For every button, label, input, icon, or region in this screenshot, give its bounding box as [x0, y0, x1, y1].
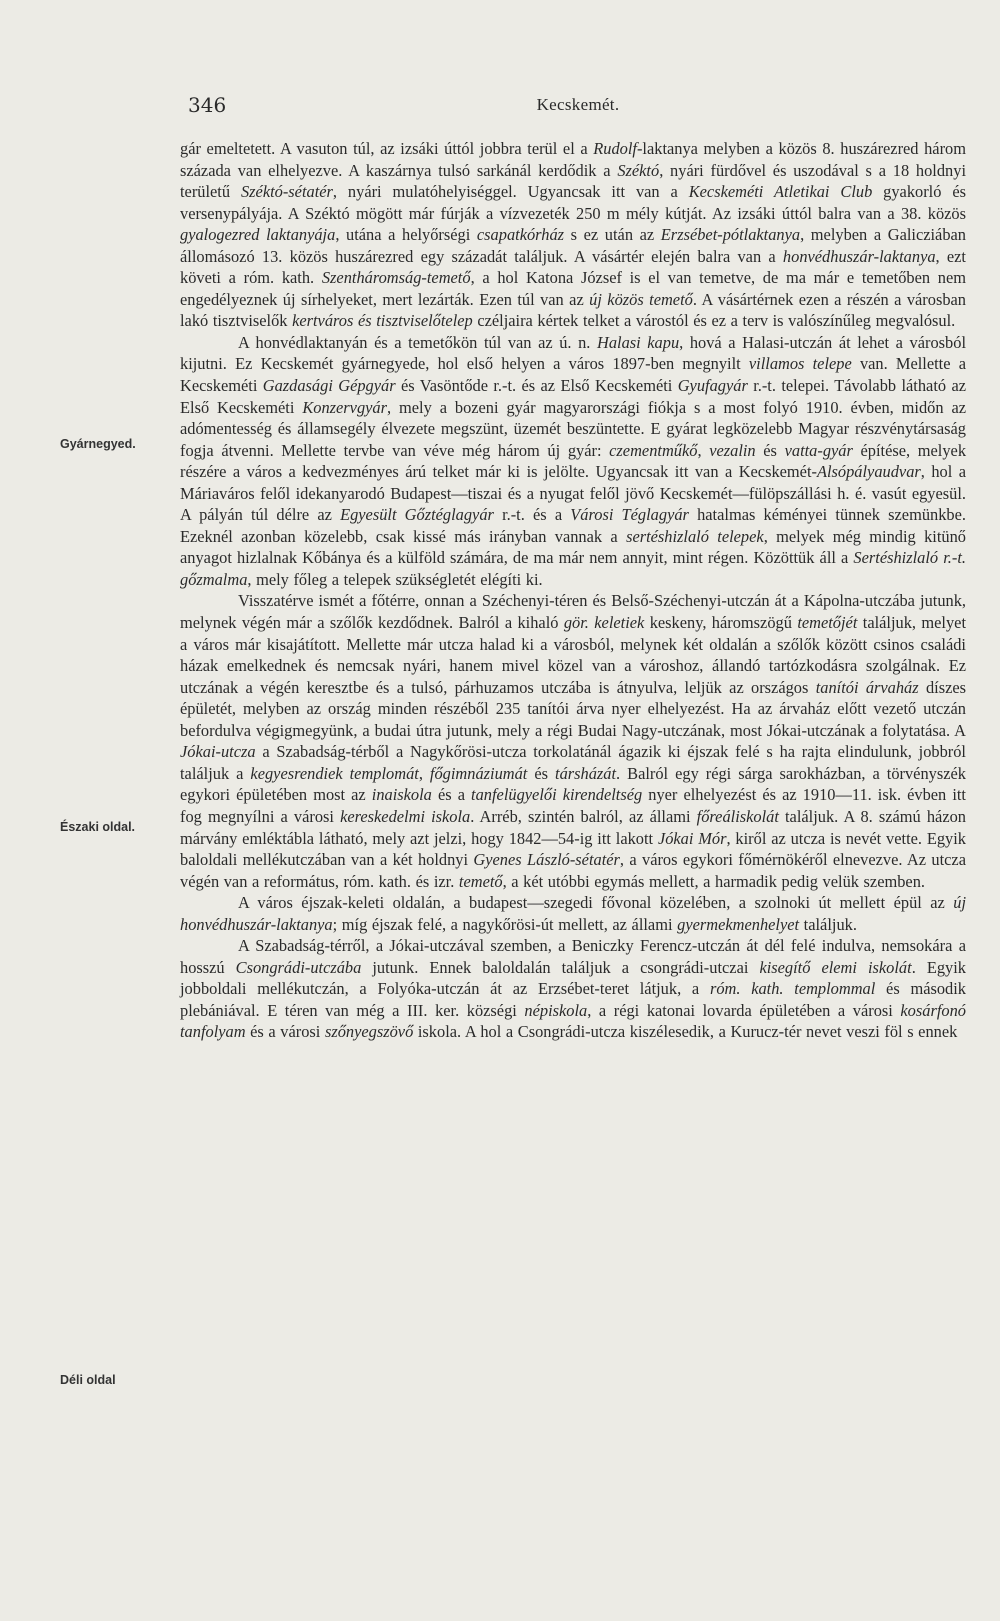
text-run: . Arréb, szintén balról, az állami: [470, 806, 697, 826]
text-run: , melyek még mindig kitünő anyagot hizlalnak Kőbánya és a külföld számára, de ma már nem annyit, mint régen. Közöttük áll a: [180, 526, 966, 568]
italic-term: Jókai-utcza: [180, 742, 256, 762]
italic-term: czementműkő: [609, 440, 698, 460]
text-run: nyer elhelyezést és az 1910—11. isk. évben itt fog megnyílni a városi: [180, 785, 966, 826]
text-run: , ezt követi a róm. kath.: [180, 246, 966, 288]
italic-term: Gazdasági Gépgyár: [262, 376, 396, 396]
italic-term: Egyesült Gőztéglagyár: [340, 505, 494, 525]
text-run: A Szabadság-térről, a Jókai-utczával szemben, a Beniczky Ferencz-utczán át dél felé indulva, nemsokára a hosszú: [180, 936, 966, 977]
italic-term: Városi Téglagyár: [570, 505, 689, 525]
text-run: czéljaira kértek telket a várostól és ez a terv is valószínűleg megvalósul.: [472, 311, 956, 331]
text-run: , a hol Katona József is el van temetve, de ma már e temetőben nem engedélyeznek új sírhelyeket, mert lezárták. Ezen túl van az: [180, 268, 967, 309]
text-run: , mely főleg a telepek szükségletét elégíti ki.: [247, 569, 543, 589]
italic-term: temető: [458, 871, 503, 891]
margin-note-eszaki-oldal: Északi oldal.: [60, 820, 136, 834]
italic-term: kereskedelmi iskola: [340, 806, 471, 826]
italic-term: Szentháromság-temető: [321, 268, 471, 288]
italic-term: Széktó: [617, 160, 660, 180]
text-run: Visszatérve ismét a főtérre, onnan a Széchenyi-téren és Belső-Széchenyi-utczán át a Kápolna-utczába jutunk, melynek végén már a szőlők kezdődnek. Balról a kihaló: [180, 591, 966, 633]
text-run: van. Mellette a Kecskeméti: [180, 354, 966, 396]
italic-term: Gyenes László-sétatér: [473, 850, 620, 870]
text-run: , nyári fürdővel és uszodával s a 18 holdnyi területű: [180, 160, 966, 202]
italic-term: gyalogezred laktanyája: [180, 225, 336, 245]
italic-term: kisegítő elemi iskolát: [759, 957, 912, 977]
text-run: . A vásártérnek ezen a részén a városban lakó tisztviselők: [180, 289, 966, 331]
text-run: A város éjszak-keleti oldalán, a budapest—szegedi fővonal közelében, a szolnoki út mellett épül az: [238, 893, 954, 913]
running-title: Kecskemét.: [536, 95, 620, 114]
text-run: , a két utóbbi egymás mellett, a harmadik pedig velük szemben.: [502, 871, 925, 891]
italic-term: Konzervgyár: [302, 397, 388, 417]
italic-term: főreáliskolát: [696, 806, 779, 826]
text-run: ,: [697, 440, 710, 460]
italic-term: gyermekmenhelyet: [677, 914, 800, 934]
italic-term: Alsópályaudvar: [816, 462, 921, 482]
text-run: iskola. A hol a Csongrádi-utcza kiszélesedik, a Kurucz-tér nevet veszi föl s ennek: [413, 1022, 958, 1042]
text-run: a Szabadság-térből a Nagykőrösi-utcza torkolatánál ágazik ki éjszak felé s ha rajta elindulunk, jobbról találjuk a: [180, 742, 966, 783]
text-run: ,: [418, 763, 430, 783]
text-run: találjuk. A 8. számú házon márvány emléktábla látható, mely azt jelzi, hogy 1842—54-ig itt lakott: [180, 806, 966, 848]
italic-term: társházát: [555, 763, 617, 783]
italic-term: új honvédhuszár-laktanya: [180, 893, 966, 934]
text-run: hatalmas kéményei tünnek szemünkbe. Ezeknél azonban közelebb, csak kissé más irányban vannak a: [180, 505, 966, 546]
italic-term: tanítói árvaház: [815, 677, 919, 697]
italic-term: új közös temető: [589, 289, 693, 309]
italic-term: sertéshizlaló telepek: [626, 526, 764, 546]
text-run: r.-t. telepei. Távolabb látható az Első Kecskeméti: [180, 376, 966, 417]
text-run: ; míg éjszak felé, a nagykőrösi-út mellett, az állami: [332, 914, 678, 934]
italic-term: csapatkórház: [476, 225, 565, 245]
italic-term: Széktó-sétatér: [240, 182, 333, 202]
text-run: keskeny, háromszögű: [644, 613, 798, 633]
italic-term: gör. keletiek: [563, 613, 645, 633]
text-run: -laktanya melyben a közös 8. huszárezred három százada van elhelyezve. A kaszárnya tulsó sarkánál kerdődik a: [180, 139, 966, 180]
italic-term: kegyesrendiek templomát: [250, 763, 419, 783]
paragraph: [180, 935, 966, 1043]
italic-term: villamos telepe: [748, 354, 852, 374]
text-run: és a: [431, 785, 472, 805]
text-run: r.-t. és a: [493, 505, 571, 525]
italic-term: honvédhuszár-laktanya: [782, 246, 936, 266]
text-run: és Vasöntőde r.-t. és az Első Kecskeméti: [395, 376, 678, 396]
italic-term: Halasi kapu: [596, 332, 680, 352]
text-run: építése, melyek részére a város a kedvezményes árú telket már ki is jelölte. Ugyancsak itt van a Kecskemét-: [180, 440, 967, 482]
text-run: gár emeltetett. A vasuton túl, az izsáki úttól jobbra terül el a: [180, 139, 594, 158]
text-run: , hová a Halasi-utczán át lehet a városból kijutni. Ez Kecskemét gyárnegyede, hol első helyen a város 1897-ben megnyilt: [180, 332, 966, 374]
body-text: [180, 138, 966, 1043]
italic-term: vezalin: [709, 440, 756, 460]
text-run: A honvédlaktanyán és a temetőkön túl van az ú. n.: [238, 332, 597, 352]
italic-term: szőnyegszövő: [324, 1022, 414, 1042]
page-header: [188, 93, 968, 123]
italic-term: Kecskeméti Atletikai Club: [688, 182, 873, 202]
italic-term: Erzsébet-pótlaktanya: [660, 225, 801, 245]
italic-term: vatta-gyár: [784, 440, 853, 460]
text-run: és: [755, 440, 785, 460]
italic-term: Sertéshizlaló r.-t. gőzmalma: [180, 548, 966, 589]
paragraph: [180, 138, 966, 332]
italic-term: kertváros és tisztviselőtelep: [292, 311, 473, 331]
text-run: jutunk. Ennek baloldalán találjuk a csongrádi-utczai: [361, 957, 760, 977]
text-run: és a városi: [245, 1022, 325, 1042]
text-run: . Balról egy régi sárga sarokházban, a törvényszék egykori épületében most az: [180, 763, 966, 805]
text-run: találjuk.: [799, 914, 857, 934]
text-run: , hol a Máriaváros felől idekanyarodó Budapest—tiszai és a nyugat felől jövő Kecskemét—fülöpszállási h. é. vasút egyesül. A pályán túl délre az: [180, 462, 966, 525]
text-run: . Egyik jobboldali mellékutczán, a Folyóka-utczán át az Erzsébet-teret látjuk, a: [180, 957, 966, 999]
text-run: s ez után az: [564, 225, 661, 245]
text-run: díszes épületét, melyben az ország minden részéből 235 tanítói árva nyer elhelyezést. Ha az árvaház előtt vezető utczán befordulva végigmegyünk, a budai útra jutunk, mely a régi Budai Nagy-utczának, most Jókai-utczának a folytatása. A: [180, 677, 967, 740]
text-run: , a régi katonai lovarda épületében a városi: [587, 1000, 901, 1020]
paragraph: [180, 892, 966, 935]
text-run: gyakorló és versenypályája. A Széktó mögött már fúrják a vízvezeték 250 m mély kútját. Az izsáki úttól balra van a 38. közös: [180, 182, 966, 223]
italic-term: Csongrádi-utczába: [235, 957, 362, 977]
italic-term: inaiskola: [371, 785, 432, 805]
margin-note-deli-oldal: Déli oldal: [60, 1373, 116, 1387]
italic-term: Gyufagyár: [677, 376, 748, 396]
italic-term: kosárfonó tanfolyam: [180, 1000, 966, 1042]
text-run: , utána a helyőrségi: [335, 225, 477, 245]
text-run: , melyben a Galicziában állomásozó 13. közös huszárezred egy századát találjuk. A vásártér elején balra van a: [180, 225, 967, 266]
paragraph: [180, 590, 966, 892]
paragraph: [180, 332, 966, 591]
italic-term: róm. kath. templommal: [709, 979, 876, 999]
text-run: , mely a bozeni gyár magyarországi fiókja s a most folyó 1910. évben, midőn az adómentesség és államsegély élvezete megszünt, üzemét beszüntette. E gyárat legközelebb Magyar részvénytársaság fogja átvenni. Mellette tervbe van véve még három új gyár:: [180, 397, 967, 460]
text-run: , nyári mulatóhelyiséggel. Ugyancsak itt van a: [332, 182, 689, 202]
italic-term: Jókai Mór: [657, 828, 727, 848]
text-run: találjuk, melyet a város már kisajátított. Mellette már utcza halad ki a városból, melynek két oldalán a szőlők között csinos családi házak emelkednek és nemcsak nyári, hanem mivel közel van a városhoz, állandó tartózkodásra szolgálnak. Ez utczának a végén keresztbe és a tulsó, párhuzamos utczába is átnyulva, leljük az országos: [180, 613, 967, 697]
italic-term: temetőjét: [797, 613, 858, 633]
page-number: 346: [188, 93, 227, 117]
text-run: és második plebániával. E téren van még a III. ker. községi: [180, 979, 966, 1020]
text-run: , kiről az utcza is nevét vette. Egyik baloldali mellékutczában van a két holdnyi: [180, 828, 966, 870]
italic-term: főgimnáziumát: [429, 763, 528, 783]
text-run: és: [527, 763, 556, 783]
italic-term: népiskola: [524, 1000, 588, 1020]
italic-term: Rudolf: [593, 139, 637, 158]
text-run: , a város egykori főmérnökéről elnevezve. Az utcza végén van a református, róm. kath. és izr.: [180, 850, 966, 891]
margin-note-gyarnegyed: Gyárnegyed.: [60, 437, 136, 451]
italic-term: tanfelügyelői kirendeltség: [471, 785, 643, 805]
